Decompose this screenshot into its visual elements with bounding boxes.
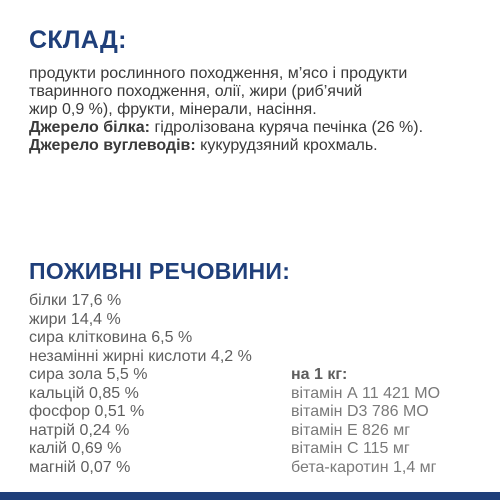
carbs-source-value: кукурудзяний крохмаль.: [195, 137, 378, 154]
composition-line: тваринного походження, олії, жири (риб’ячий: [29, 83, 363, 100]
vitamin-item: бета-каротин 1,4 мг: [291, 458, 437, 476]
nutrient-item: сира зола 5,5 %: [29, 366, 148, 383]
vitamin-item: вітамін Е 826 мг: [291, 421, 411, 439]
carbs-source: [29, 137, 478, 155]
nutrient-item: кальцій 0,85 %: [29, 384, 139, 402]
nutrient-item: сира клітковина 6,5 %: [29, 329, 193, 346]
composition-heading: СКЛАД:: [29, 26, 127, 54]
composition-text: [29, 65, 478, 155]
nutrient-item: фосфор 0,51 %: [29, 403, 145, 420]
vitamin-item: вітамін А 11 421 МО: [291, 384, 441, 402]
composition-line: продукти рослинного походження, м’ясо і продукти: [29, 65, 408, 82]
nutrient-item: жири 14,4 %: [29, 310, 121, 328]
carbs-source-label: Джерело вуглеводів:: [29, 137, 196, 154]
nutrients-list: [29, 292, 252, 477]
nutrient-item: білки 17,6 %: [29, 292, 122, 309]
nutrient-item: натрій 0,24 %: [29, 421, 130, 439]
vitamins-title: на 1 кг:: [291, 366, 348, 383]
protein-source: [29, 119, 478, 137]
bottom-accent-bar: [0, 492, 500, 500]
composition-line: жир 0,9 %), фрукти, мінерали, насіння.: [29, 101, 317, 118]
nutrient-item: магній 0,07 %: [29, 458, 131, 476]
nutrient-item: калій 0,69 %: [29, 440, 122, 457]
nutrients-heading: ПОЖИВНІ РЕЧОВИНИ:: [29, 258, 291, 284]
nutrient-item: незамінні жирні кислоти 4,2 %: [29, 347, 252, 365]
vitamin-item: вітамін С 115 мг: [291, 440, 410, 457]
protein-source-label: Джерело білка:: [29, 119, 150, 136]
protein-source-value: гідролізована куряча печінка (26 %).: [150, 119, 424, 136]
vitamins-list: [291, 366, 440, 477]
vitamin-item: вітамін D3 786 МО: [291, 403, 429, 420]
